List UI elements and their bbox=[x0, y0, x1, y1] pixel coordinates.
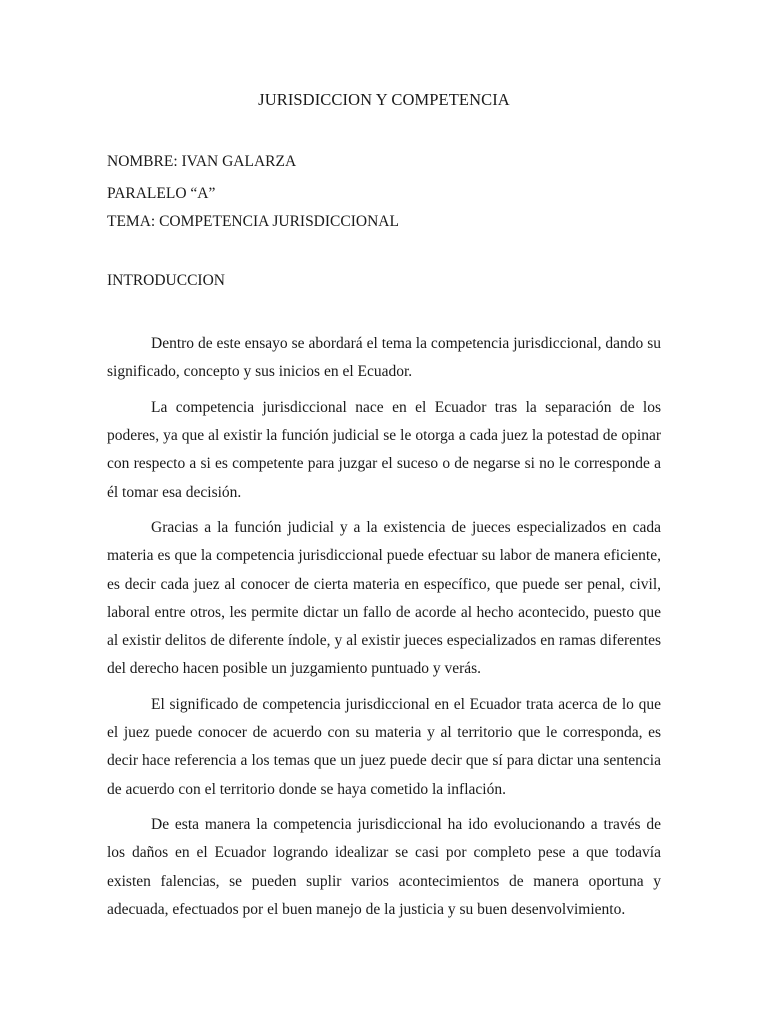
section-heading-introduccion: INTRODUCCION bbox=[107, 272, 225, 289]
topic-label: TEMA: COMPETENCIA JURISDICCIONAL bbox=[107, 213, 399, 230]
paralelo-label: PARALELO “A” bbox=[107, 185, 216, 202]
document-title: JURISDICCION Y COMPETENCIA bbox=[258, 90, 510, 109]
paragraph-4: El significado de competencia jurisdiccional en el Ecuador trata acerca de lo que el juez puede conocer de acuerdo con su materia y al territorio que le corresponda, es decir hace referencia a los temas que un juez puede decir que sí para dictar una sentencia de acuerdo con el territorio donde se haya cometido la inflación. bbox=[107, 695, 661, 798]
paragraph-5: De esta manera la competencia jurisdiccional ha ido evolucionando a través de los daños en el Ecuador logrando idealizar se casi por completo pese a que todavía existen falencias, se pueden suplir varios acontecimientos de manera oportuna y adecuada, efectuados por el buen manejo de la justicia y su buen desenvolvimiento. bbox=[107, 816, 661, 918]
paragraph-2: La competencia jurisdiccional nace en el Ecuador tras la separación de los poderes, ya que al existir la función judicial se le otorga a cada juez la potestad de opinar con respecto a si es competente para juzgar el suceso o de negarse si no le corresponde a él tomar esa decisión. bbox=[107, 398, 661, 501]
student-name: NOMBRE: IVAN GALARZA bbox=[107, 153, 297, 170]
paragraph-1: Dentro de este ensayo se abordará el tema la competencia jurisdiccional, dando su significado, concepto y sus inicios en el Ecuador. bbox=[107, 335, 661, 381]
paragraph-3: Gracias a la función judicial y a la existencia de jueces especializados en cada materia es que la competencia jurisdiccional puede efectuar su labor de manera eficiente, es decir cada juez al conocer de cierta materia en específico, que puede ser penal, civil, laboral entre otros, les permite dictar un fallo de acorde al hecho acontecido, puesto que al existir delitos de diferente índole, y al existir jueces especializados en ramas diferentes del derecho hacen posible un juzgamiento puntuado y verás. bbox=[107, 519, 661, 678]
body-text bbox=[107, 330, 661, 932]
